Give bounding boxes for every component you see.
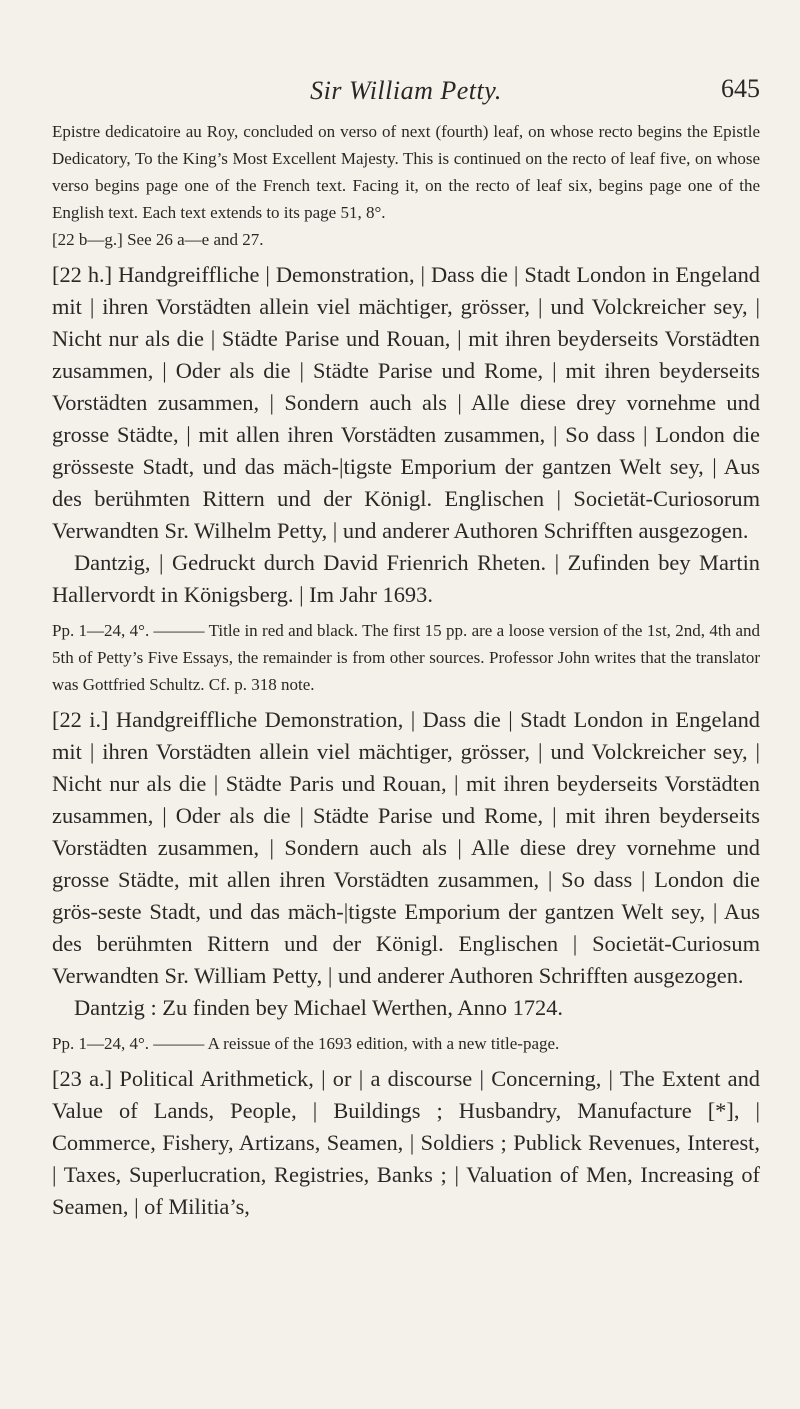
imprint-22i: Dantzig : Zu finden bey Michael Werthen, Anno 1724. [74, 995, 564, 1020]
title-entry-23a: [23 a.] Political Arithmetick, | or | a discourse | Concerning, | The Extent and Value of Lands, People, | Buildings ; Husbandry, Manufacture [*], | Commerce, Fishery, Artizans, Seamen, | Soldiers ; Publick Revenues, Interest, | Taxes, Superlucration, Registries, Banks ; | Valuation of Men, Increasing of Seamen, | of Militia’s, [52, 1066, 760, 1219]
bibliographic-note: Epistre dedicatoire au Roy, concluded on verso of next (fourth) leaf, on whose recto begins the Epistle Dedicatory, To the King’s Most Excellent Majesty. This is continued on the recto of leaf five, on whose verso begins page one of the French text. Facing it, on the recto of leaf six, begins page one of the English text. Each text extends to its page 51, 8°. [52, 122, 760, 222]
title-entry-22h: [22 h.] Handgreiffliche | Demonstration, | Dass die | Stadt London in Engeland mit | ihren Vorstädten allein viel mächtiger, grösser, | und Volckreicher sey, | Nicht nur als die | Städte Parise und Rouan, | mit ihren beyderseits Vorstädten zusammen, | Oder als die | Städte Parise und Rome, | mit ihren beyderseits Vorstädten zusammen, | Sondern auch als | Alle diese drey vornehme und grosse Städte, | mit allen ihren Vorstädten zusammen, | So dass | London die grösseste Stadt, und das mäch-|tigste Emporium der gantzen Welt sey, | Aus des berühmten Rittern und der Königl. Englischen | Societät-Curiosorum Verwandten Sr. Wilhelm Petty, | und anderer Authoren Schrifften ausgezogen. [52, 262, 760, 543]
collation-note-22i: Pp. 1—24, 4°. ——— A reissue of the 1693 edition, with a new title-page. [52, 1034, 560, 1053]
running-head-title: Sir William Petty. [310, 76, 502, 105]
running-head [52, 70, 760, 118]
page-number: 645 [721, 74, 760, 103]
imprint-22h: Dantzig, | Gedruckt durch David Frienrich Rheten. | Zufinden bey Martin Hallervordt in Königsberg. | Im Jahr 1693. [52, 550, 760, 607]
book-page [52, 70, 760, 1223]
collation-note-22h: Pp. 1—24, 4°. ——— Title in red and black. The first 15 pp. are a loose version of the 1st, 2nd, 4th and 5th of Petty’s Five Essays, the remainder is from other sources. Professor John writes that the translator was Gottfried Schultz. Cf. p. 318 note. [52, 621, 760, 694]
cross-reference-entry: [22 b—g.] See 26 a—e and 27. [52, 230, 264, 249]
title-entry-22i: [22 i.] Handgreiffliche Demonstration, | Dass die | Stadt London in Engeland mit | ihren Vorstädten allein viel mächtiger, grösser, | und Volckreicher sey, | Nicht nur als die | Städte Paris und Rouan, | mit ihren beyderseits Vorstädten zusammen, | Oder als die | Städte Parise und Rome, | mit ihren beyderseits Vorstädten zusammen, | Sondern auch als | Alle diese drey vornehme und grosse Städte, mit allen ihren Vorstädten zusammen, | So dass | London die grös-seste Stadt, und das mäch-|tigste Emporium der gantzen Welt sey, | Aus des berühmten Rittern und der Königl. Englischen | Societät-Curiosum Verwandten Sr. William Petty, | und anderer Authoren Schrifften ausgezogen. [52, 707, 760, 988]
